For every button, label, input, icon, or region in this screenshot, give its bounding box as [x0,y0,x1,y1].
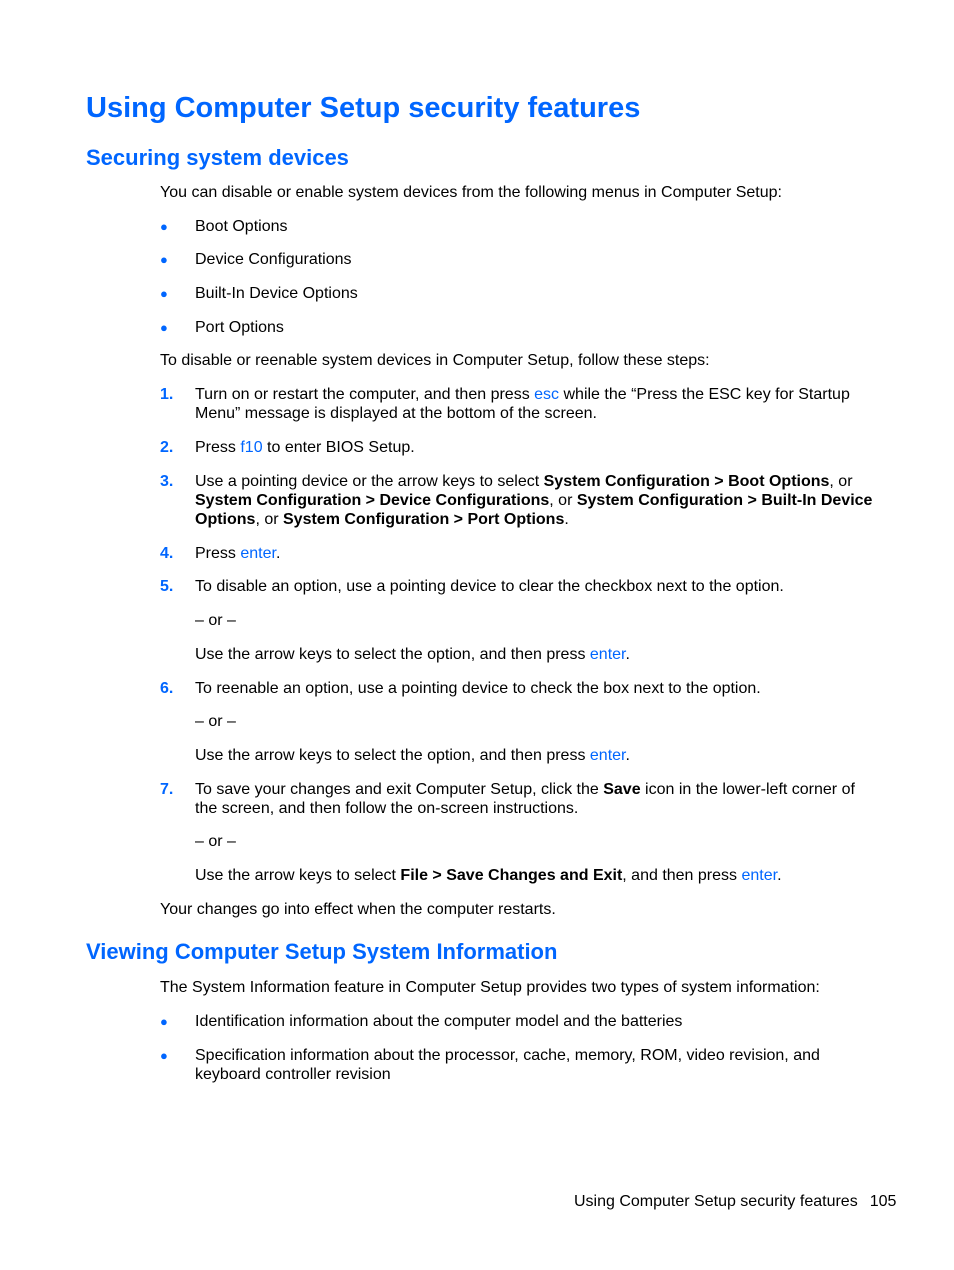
step-number: 2. [160,439,174,456]
bullet-text: Specification information about the processor, cache, memory, ROM, video revision, and keyboard controller revision [195,1047,820,1083]
step-text: Press f10 to enter BIOS Setup. [195,439,415,456]
bullet-icon: ● [160,252,168,267]
section2-intro: The System Information feature in Computer Setup provides two types of system information: [160,979,820,996]
bullet-icon: ● [160,1014,168,1029]
steps-intro: To disable or reenable system devices in Computer Setup, follow these steps: [160,352,710,369]
key-enter: enter [741,867,778,884]
step-text: Use a pointing device or the arrow keys to select System Configuration > Boot Options, or System Configuration > Device Configurations, or System Configuration > Built-In Device Options, or System Configuration > Port Options. [195,473,873,528]
bullet-icon: ● [160,219,168,234]
step-number: 7. [160,781,174,798]
step-number: 4. [160,545,174,562]
step-text: To reenable an option, use a pointing device to check the box next to the option. [195,680,761,697]
bullet-icon: ● [160,1048,168,1063]
page-number: 105 [869,1193,897,1210]
key-enter: enter [589,646,626,663]
bullet-text: Boot Options [195,218,288,235]
section1-closing: Your changes go into effect when the computer restarts. [160,901,556,918]
step-text: To disable an option, use a pointing device to clear the checkbox next to the option. [195,578,784,595]
key-enter: enter [240,545,276,562]
step-text: To save your changes and exit Computer Setup, click the Save icon in the lower-left corner of the screen, and then follow the on-screen instructions. [195,781,855,817]
bullet-text: Port Options [195,319,284,336]
step-number: 6. [160,680,174,697]
key-enter: enter [589,747,626,764]
page-footer [574,1192,896,1211]
bullet-icon: ● [160,286,168,301]
bullet-icon: ● [160,320,168,335]
page-title: Using Computer Setup security features [86,92,641,124]
step-alternative: Use the arrow keys to select the option, and then press enter. [195,646,630,663]
bullet-text: Device Configurations [195,251,352,268]
or-separator: – or – [195,713,236,730]
step-alternative: Use the arrow keys to select the option, and then press enter. [195,747,630,764]
section1-intro: You can disable or enable system devices from the following menus in Computer Setup: [160,184,782,201]
step-number: 3. [160,473,174,490]
section-heading-securing-devices: Securing system devices [86,145,349,170]
bullet-text: Identification information about the computer model and the batteries [195,1013,683,1030]
step-text: Press enter. [195,545,281,562]
bullet-text: Built-In Device Options [195,285,358,302]
step-number: 5. [160,578,174,595]
step-text: Turn on or restart the computer, and then press esc while the “Press the ESC key for Startup Menu” message is displayed at the bottom of the screen. [195,386,850,422]
or-separator: – or – [195,833,236,850]
key-f10: f10 [240,439,263,456]
step-alternative: Use the arrow keys to select File > Save Changes and Exit, and then press enter. [195,867,782,884]
step-number: 1. [160,386,174,403]
or-separator: – or – [195,612,236,629]
section-heading-system-information: Viewing Computer Setup System Information [86,939,558,964]
key-esc: esc [534,386,560,403]
footer-title: Using Computer Setup security features [574,1193,858,1210]
